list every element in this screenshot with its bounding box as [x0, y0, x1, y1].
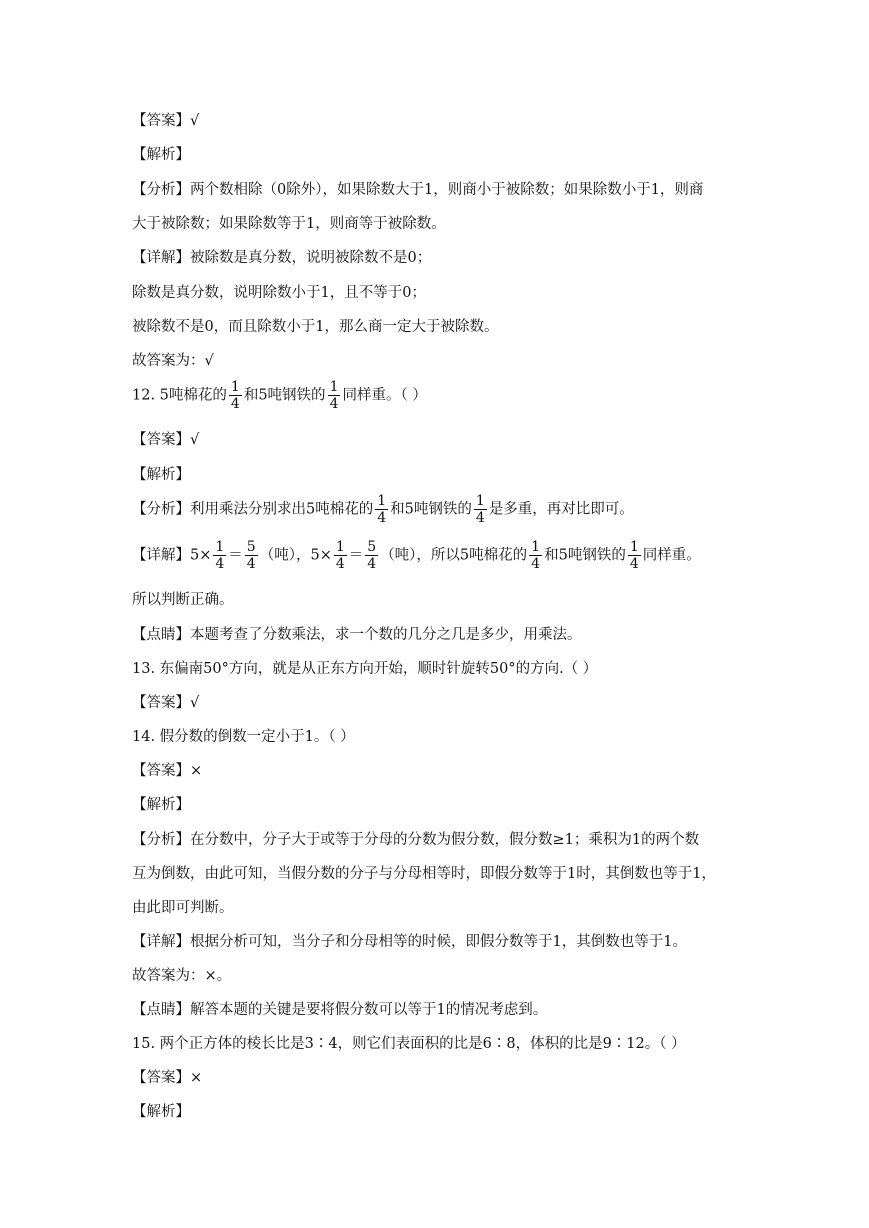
fraction: $\frac{1}{4}$ — [329, 379, 339, 412]
fraction: $\frac{1}{4}$ — [475, 493, 485, 526]
explanation-label: 【解析】 — [132, 797, 190, 813]
detail-text: 【详解】5× $\frac{1}{4}$ ＝ $\frac{5}{4}$ （吨），5× $\frac{1}{4}$ ＝ $\frac{5}{4}$ （吨），所以5吨棉花的 $\frac{1}{4}$ 和5吨钢铁的 $\frac{1}{4}$ 同样重。 — [132, 539, 701, 572]
analysis-text: 【分析】利用乘法分别求出5吨棉花的 $\frac{1}{4}$ 和5吨钢铁的 $\frac{1}{4}$ 是多重，再对比即可。 — [132, 493, 634, 526]
fraction: $\frac{1}{4}$ — [335, 539, 345, 572]
fraction: $\frac{1}{4}$ — [377, 493, 387, 526]
fraction: $\frac{1}{4}$ — [531, 539, 541, 572]
conclusion-text: 故答案为：×。 — [132, 968, 232, 984]
answer-label: 【答案】√ — [132, 113, 200, 129]
detail-text-cont: 除数是真分数，说明除数小于1，且不等于0； — [132, 285, 426, 301]
answer-label: 【答案】√ — [132, 695, 200, 711]
answer-label: 【答案】× — [132, 1070, 203, 1086]
fraction: $\frac{1}{4}$ — [629, 539, 639, 572]
explanation-label: 【解析】 — [132, 467, 190, 483]
conclusion-text: 故答案为：√ — [132, 353, 214, 369]
fraction: $\frac{1}{4}$ — [215, 539, 225, 572]
question-15: 15. 两个正方体的棱长比是3∶4，则它们表面积的比是6∶8，体积的比是9∶12。（ ） — [132, 1036, 686, 1052]
explanation-label: 【解析】 — [132, 1104, 190, 1120]
analysis-text-cont: 大于被除数；如果除数等于1，则商等于被除数。 — [132, 216, 446, 232]
analysis-text: 【分析】在分数中，分子大于或等于分母的分数为假分数，假分数≥1；乘积为1的两个数 — [132, 832, 700, 848]
analysis-text-cont: 由此即可判断。 — [132, 900, 234, 916]
analysis-text-cont: 互为倒数，由此可知，当假分数的分子与分母相等时，即假分数等于1时，其倒数也等于1， — [132, 866, 716, 882]
detail-text: 【详解】被除数是真分数，说明被除数不是0； — [132, 250, 432, 266]
detail-text-cont: 被除数不是0，而且除数小于1，那么商一定大于被除数。 — [132, 319, 499, 335]
fraction: $\frac{5}{4}$ — [246, 539, 256, 572]
remark-text: 【点睛】本题考查了分数乘法，求一个数的几分之几是多少，用乘法。 — [132, 627, 582, 643]
question-14: 14. 假分数的倒数一定小于1。（ ） — [132, 729, 355, 745]
answer-label: 【答案】√ — [132, 432, 200, 448]
analysis-text: 【分析】两个数相除（0除外），如果除数大于1，则商小于被除数；如果除数小于1，则商 — [132, 182, 704, 198]
remark-text: 【点睛】解答本题的关键是要将假分数可以等于1的情况考虑到。 — [132, 1002, 548, 1018]
detail-text: 【详解】根据分析可知，当分子和分母相等的时候，即假分数等于1，其倒数也等于1。 — [132, 934, 687, 950]
explanation-label: 【解析】 — [132, 147, 190, 163]
fraction: $\frac{5}{4}$ — [367, 539, 377, 572]
answer-label: 【答案】× — [132, 763, 203, 779]
fraction: $\frac{1}{4}$ — [230, 379, 240, 412]
question-12: 12. 5吨棉花的 $\frac{1}{4}$ 和5吨钢铁的 $\frac{1}{4}$ 同样重。（ ） — [132, 379, 427, 412]
question-13: 13. 东偏南50°方向，就是从正东方向开始，顺时针旋转50°的方向.（ ） — [132, 661, 598, 677]
detail-text-cont: 所以判断正确。 — [132, 592, 234, 608]
